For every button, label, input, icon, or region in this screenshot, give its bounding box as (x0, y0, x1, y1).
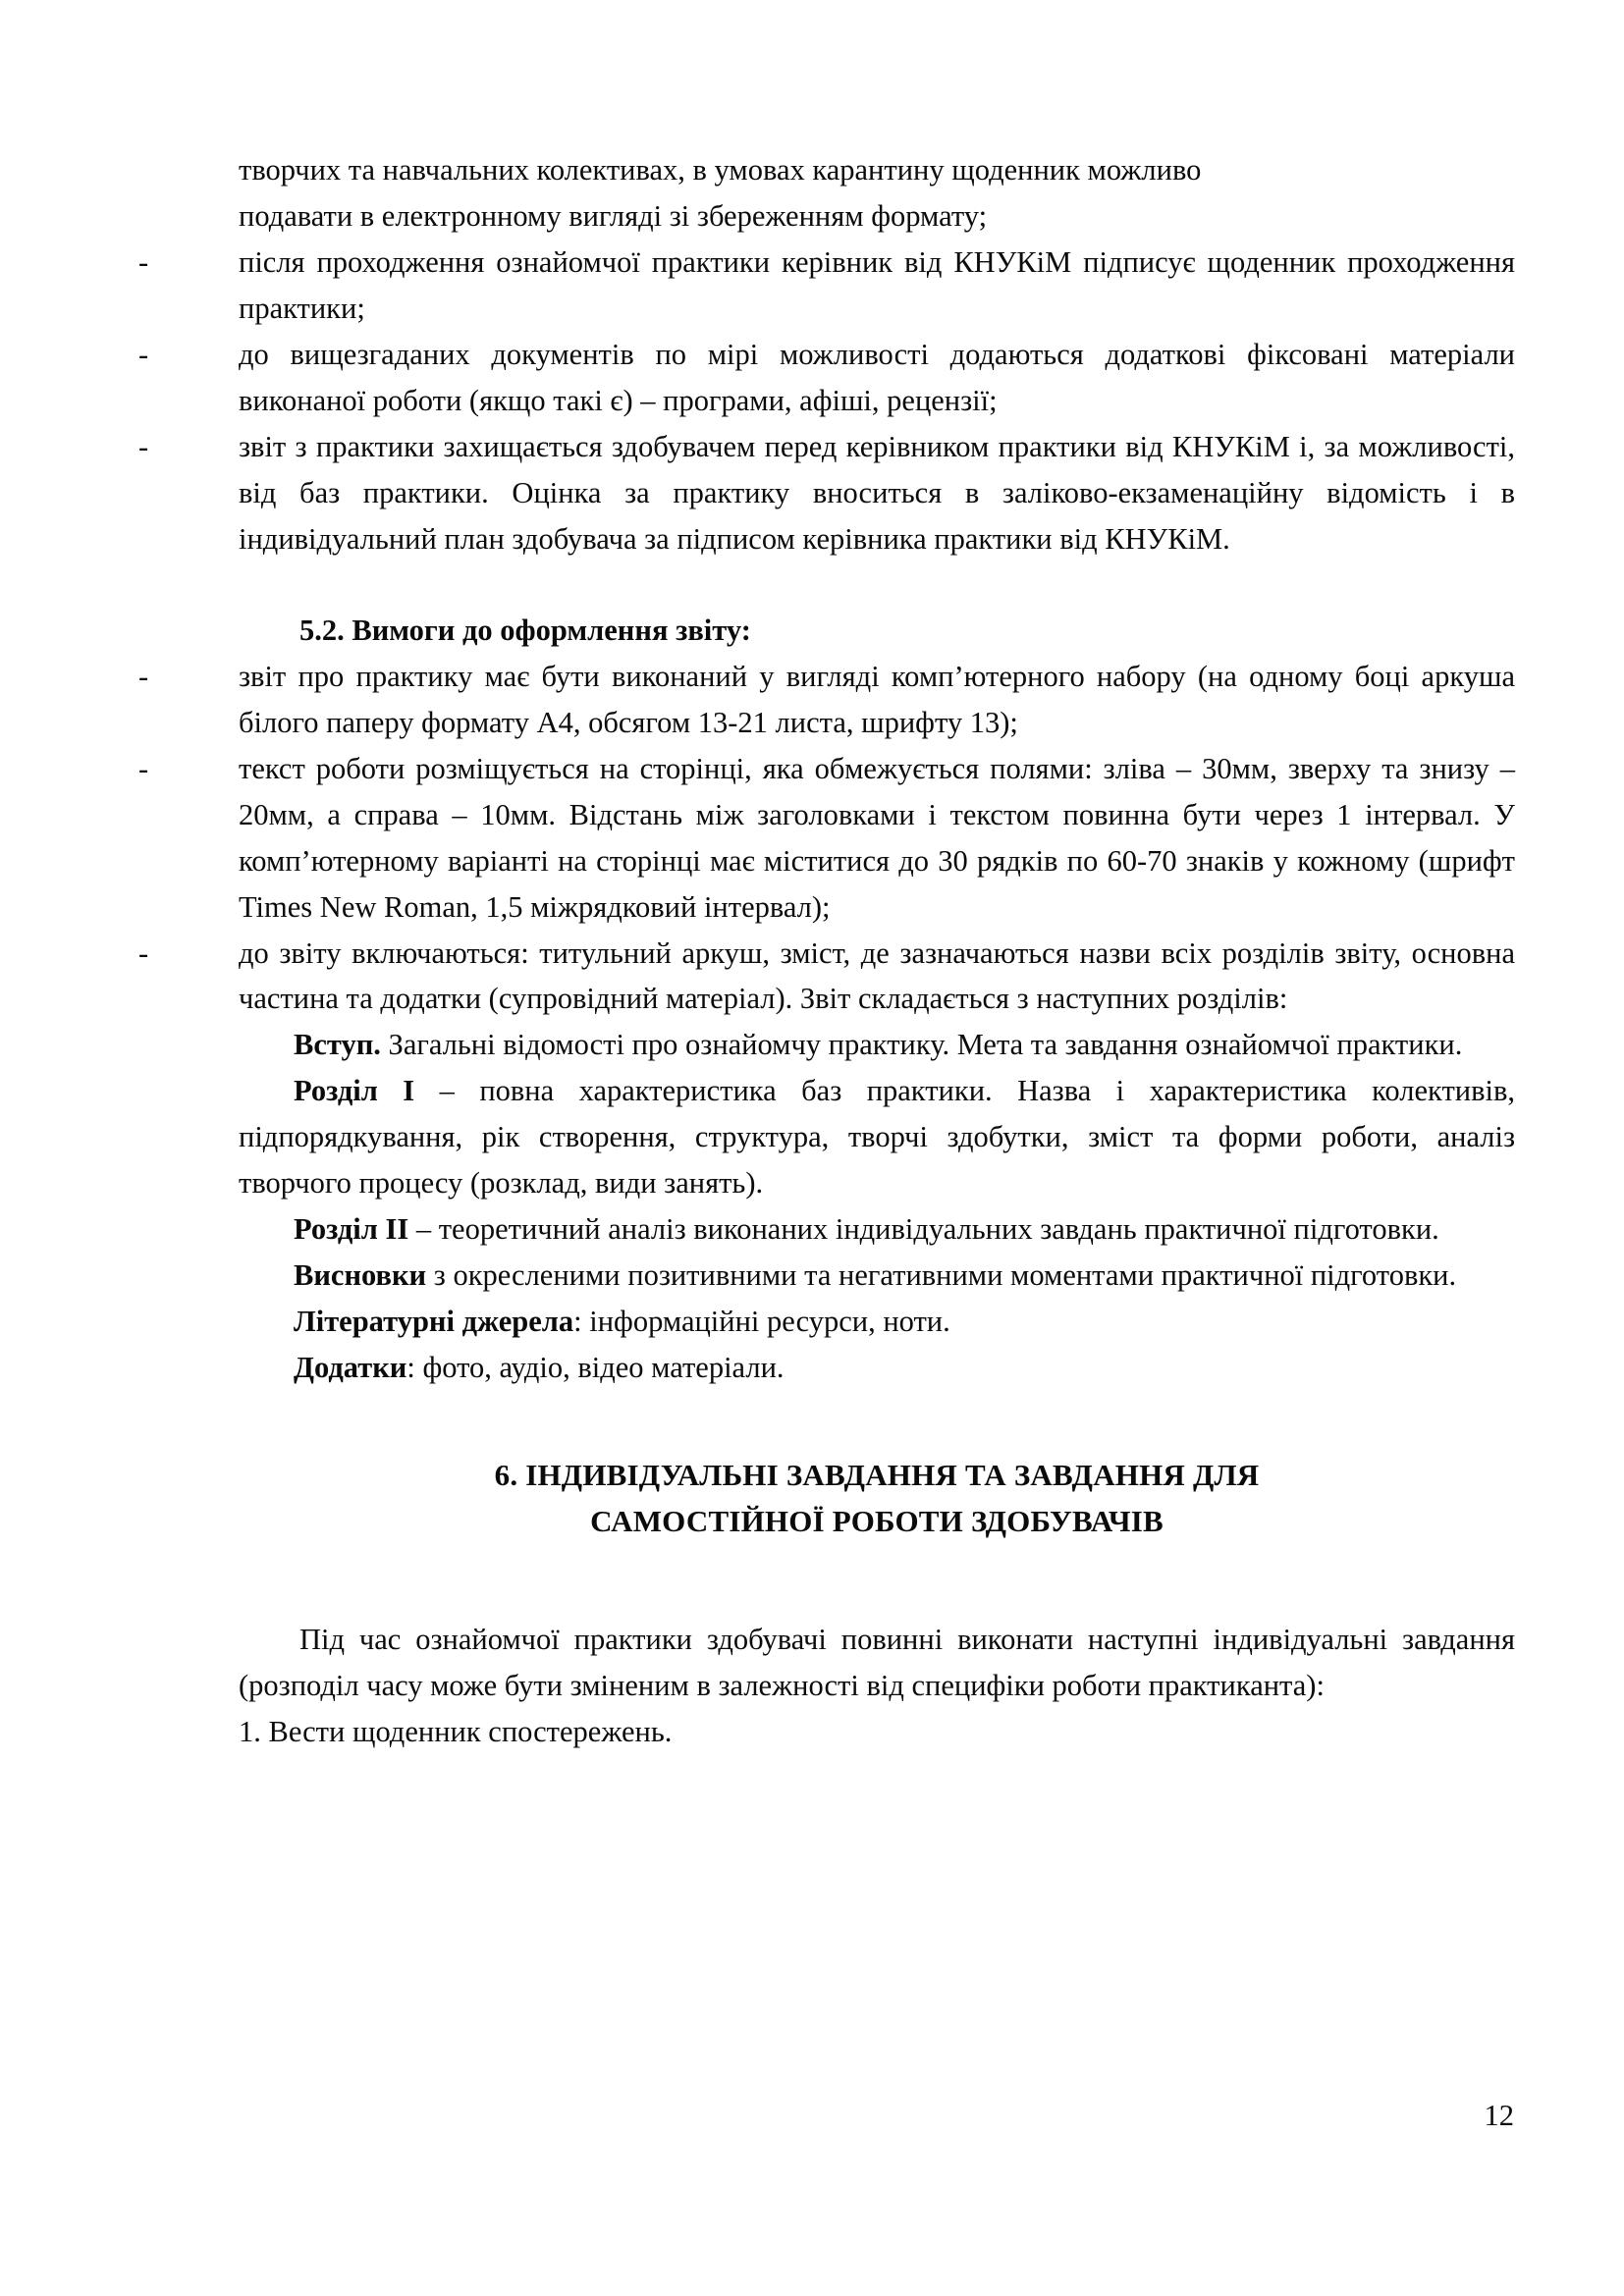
section-vstup-label: Вступ. (294, 1028, 381, 1062)
bullet-additional-materials-text: до вищезгаданих документів по мірі можливості додаються додаткові фіксовані матеріали виконаної роботи (якщо такі є) – програми, афіші, рецензії; (239, 337, 1515, 417)
bullet-supervisor-sign (138, 240, 1515, 332)
bullet-report-defense-text: звіт з практики захищається здобувачем перед керівником практики від КНУКіМ і, за можливості, від баз практики. Оцінка за практику вноситься в заліково-екзаменаційну відомість і в індивідуальний план здобувача за підписом керівника практики від КНУКіМ. (239, 429, 1515, 556)
bullet-computer-set-text: звіт про практику має бути виконаний у вигляді комп’ютерного набору (на одному боці аркуша білого паперу формату А4, обсягом 13-21 листа, шрифту 13); (239, 659, 1515, 739)
bullet-report-contents (138, 931, 1515, 1023)
section-vysnovky-text: з окресленими позитивними та негативними моментами практичної підготовки. (426, 1258, 1457, 1293)
closing-paragraph: Під час ознайомчої практики здобувачі повинні виконати наступні індивідуальні завдання (розподіл часу може бути зміненим в залежності від специфіки роботи практиканта): (239, 1623, 1515, 1703)
bullet-dash-marker: - (138, 244, 149, 279)
section-dodatky-text: : фото, аудіо, відео матеріали. (406, 1351, 785, 1385)
heading-5-2: 5.2. Вимоги до оформлення звіту: (299, 613, 751, 647)
bullet-margins (138, 746, 1515, 931)
section-rozdil-1-label: Розділ I (294, 1074, 415, 1108)
section-rozdil-1-text: – повна характеристика баз практики. Назва і характеристика колективів, підпорядкування, рік створення, структура, творчі здобутки, зміст та форми роботи, аналіз творчого процесу (розклад, види занять). (239, 1074, 1516, 1201)
spacer (239, 562, 1515, 608)
section-vstup-text: Загальні відомості про ознайомчу практику. Мета та завдання ознайомчої практики. (380, 1028, 1463, 1062)
numbered-item-1: 1. Вести щоденник спостережень. (239, 1715, 673, 1749)
bullet-dash-marker: - (138, 751, 149, 785)
bullet-dash-marker: - (138, 935, 149, 970)
page-content (138, 147, 1516, 1755)
bullet-additional-materials (138, 332, 1515, 424)
bullet-computer-set (138, 654, 1515, 746)
section-literature (239, 1299, 1515, 1345)
bullet-report-contents-text: до звіту включаються: титульний аркуш, зміст, де зазначаються назви всіх розділів звіту, основна частина та додатки (супровідний матеріал). Звіт складається з наступних розділів: (239, 935, 1515, 1016)
bullet-supervisor-sign-text: після проходження ознайомчої практики керівник від КНУКіМ підписує щоденник проходження практики; (239, 244, 1515, 325)
spacer (239, 1391, 1515, 1452)
spacer (239, 1544, 1515, 1617)
section-vysnovky-label: Висновки (294, 1258, 427, 1293)
main-heading-line2: САМОСТІЙНОЇ РОБОТИ ЗДОБУВАЧІВ (590, 1504, 1164, 1539)
section-dodatky (239, 1345, 1515, 1391)
bullet-report-defense (138, 424, 1515, 562)
section-rozdil-2 (239, 1206, 1515, 1253)
main-heading-line1: 6. ІНДИВІДУАЛЬНІ ЗАВДАННЯ ТА ЗАВДАННЯ ДЛЯ (494, 1458, 1260, 1493)
page-number: 12 (1484, 2099, 1514, 2132)
paragraph-carryover-line2: подавати в електронному вигляді зі збереженням формату; (239, 198, 988, 233)
section-vysnovky (239, 1253, 1515, 1299)
section-vstup (239, 1022, 1515, 1068)
bullet-margins-text: текст роботи розміщується на сторінці, яка обмежується полями: зліва – 30мм, зверху та знизу – 20мм, а справа – 10мм. Відстань між заголовками і текстом повинна бути через 1 інтервал. У комп’ютерному варіанті на сторінці має міститися до 30 рядків по 60-70 знаків у кожному (шрифт Times New Roman, 1,5 міжрядковий інтервал); (239, 751, 1515, 924)
section-literature-label: Літературні джерела (294, 1305, 574, 1339)
section-rozdil-2-label: Розділ II (294, 1212, 409, 1247)
section-rozdil-2-text: – теоретичний аналіз виконаних індивідуальних завдань практичної підготовки. (408, 1212, 1439, 1247)
section-rozdil-1 (239, 1068, 1515, 1206)
bullet-dash-marker: - (138, 337, 149, 371)
bullet-dash-marker: - (138, 429, 149, 463)
section-dodatky-label: Додатки (294, 1351, 407, 1385)
section-literature-text: : інформаційні ресурси, ноти. (573, 1305, 950, 1339)
paragraph-carryover-line1: творчих та навчальних колективах, в умовах карантину щоденник можливо (239, 153, 1202, 187)
bullet-dash-marker: - (138, 659, 149, 693)
